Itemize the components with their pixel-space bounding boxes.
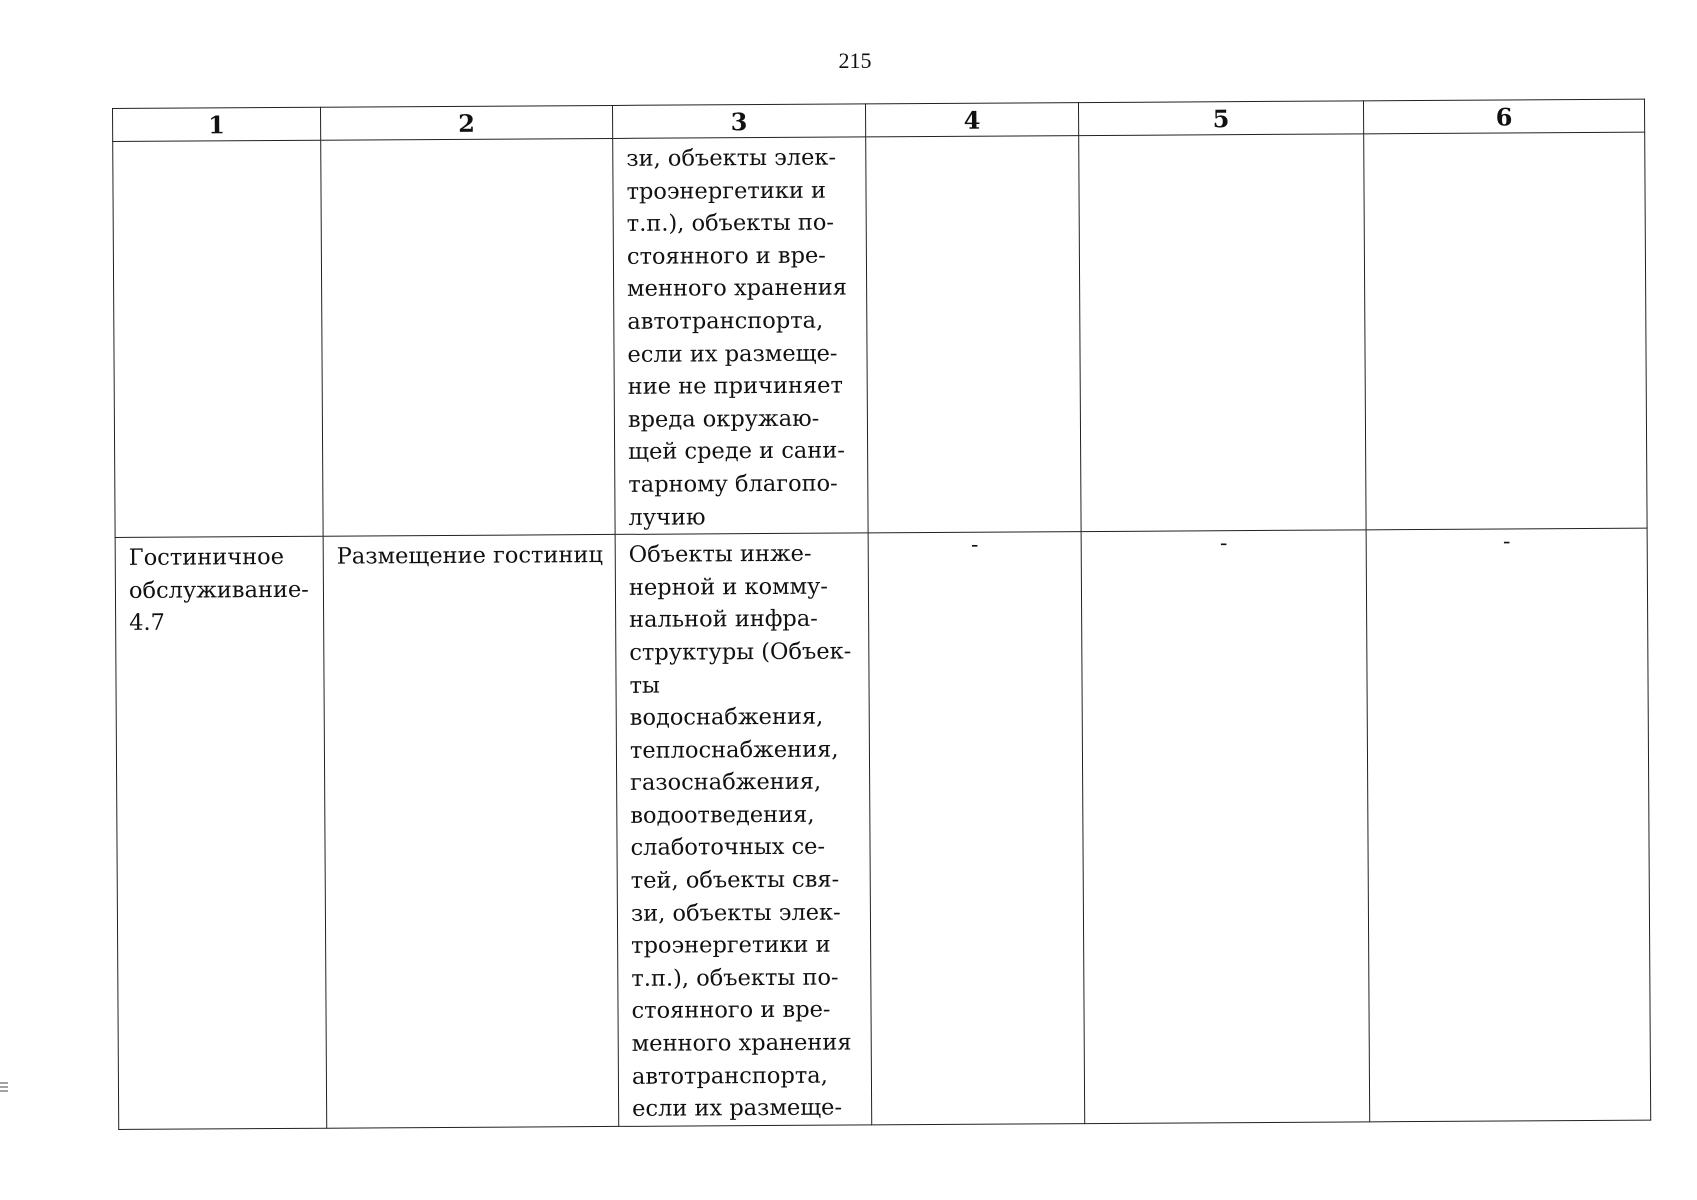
table-cell [321, 138, 615, 536]
header-col-4: 4 [865, 103, 1078, 137]
table-row [115, 528, 1651, 1129]
cell-text [113, 141, 320, 146]
cell-text [1079, 134, 1363, 140]
table-cell [323, 535, 619, 1128]
cell-text [1364, 133, 1644, 139]
document-table [112, 99, 1651, 1130]
table-cell [615, 533, 872, 1126]
table-cell [868, 532, 1085, 1125]
page-number: 215 [838, 48, 872, 73]
header-col-5: 5 [1078, 101, 1363, 136]
cell-dash: - [1219, 531, 1228, 557]
cell-text: Размещение гостиниц [336, 542, 604, 570]
header-col-3: 3 [612, 104, 865, 139]
cell-text: Объекты инже- нерной и комму- нальной инфра- структуры (Объек- ты водоснабжения, теплоснабжения, газоснабжения, водоотведения, слаботочных се- тей, объекты свя- зи, объекты элек- троэнергетики и т.п.), объекты по- стоянного и вре- менного хранения автотранспорта, если их размеще- [628, 540, 852, 1123]
cell-text: Гостиничное обслуживание- 4.7 [128, 544, 309, 637]
table-row [113, 132, 1647, 537]
document-table-container [112, 99, 1650, 1130]
cell-text [866, 136, 1078, 141]
table-cell [1364, 132, 1647, 530]
cell-text: зи, объекты элек- троэнергетики и т.п.), объекты по- стоянного и вре- менного хранения автотранспорта, если их размеще- ние не причиняет вреда окружаю- щей среде и сани- тарному благопо- лучию [626, 144, 848, 531]
scan-margin-mark [0, 1080, 8, 1092]
table-cell [1079, 134, 1366, 532]
header-col-1: 1 [113, 107, 321, 141]
table-cell [1081, 530, 1370, 1123]
header-col-2: 2 [320, 105, 612, 140]
table-cell [115, 536, 327, 1129]
cell-dash: - [970, 532, 979, 558]
table-cell [1366, 528, 1651, 1121]
table-cell [866, 136, 1081, 533]
table-cell [113, 140, 323, 537]
cell-text [321, 139, 612, 145]
table-cell [613, 137, 868, 535]
header-col-6: 6 [1363, 99, 1644, 134]
cell-dash: - [1502, 529, 1511, 555]
